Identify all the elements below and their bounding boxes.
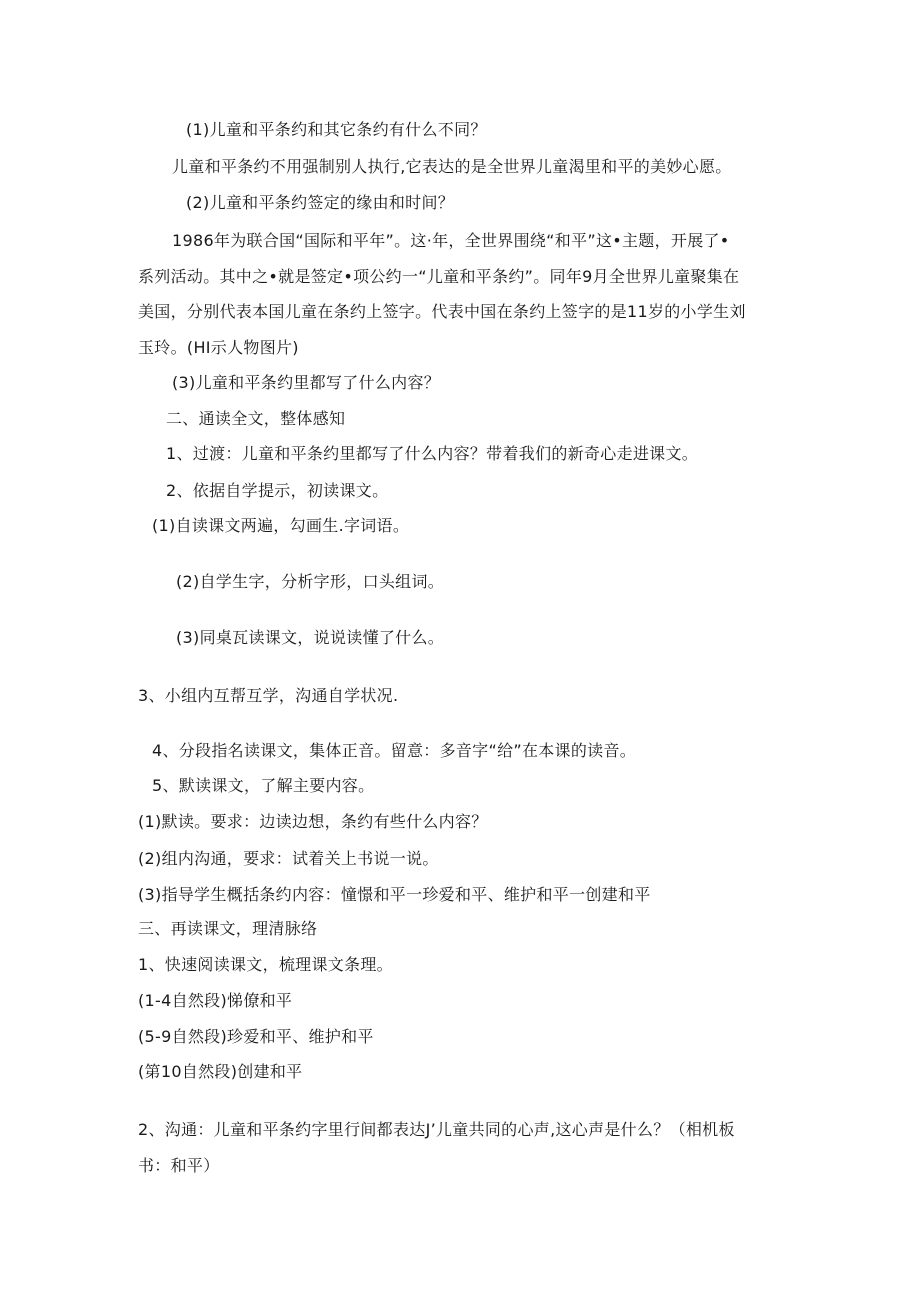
paragraph-group-3: (第10自然段)创建和平 [138, 1062, 303, 1081]
step-5-item-2: (2)组内沟通，要求：试着关上书说一说。 [138, 849, 439, 868]
answer-2-line-1: 1986年为联合国“国际和平年”。这·年，全世界围绕“和平”这•主题，开展了• [172, 231, 730, 250]
answer-2-line-4: 玉玲。(HI示人物图片) [138, 338, 299, 357]
answer-1: 儿童和平条约不用强制别人执行,它表达的是全世界儿童渴里和平的美妙心愿。 [172, 157, 732, 176]
answer-2-line-3: 美国，分别代表本国儿童在条约上签字。代表中国在条约上签字的是11岁的小学生刘 [138, 302, 746, 321]
section-heading-3: 三、再读课文，理清脉络 [138, 919, 318, 938]
step-5-item-1: (1)默读。要求：边读边想，条约有些什么内容？ [138, 812, 488, 831]
section-3-step-1: 1、快速阅读课文，梳理课文条理。 [138, 955, 393, 974]
step-2-item-2: (2)自学生字，分析字形，口头组词。 [176, 572, 445, 591]
paragraph-group-1: (1-4自然段)悌僚和平 [138, 991, 293, 1010]
section-3-step-2-line-1: 2、沟通：儿童和平条约字里行间都表达J’儿童共同的心声,这心声是什么？（相机板 [138, 1120, 735, 1139]
paragraph-group-2: (5-9自然段)珍爱和平、维护和平 [138, 1027, 374, 1046]
step-5-item-3: (3)指导学生概括条约内容：憧憬和平一珍爱和平、维护和平一创建和平 [138, 885, 651, 904]
step-5: 5、默读课文，了解主要内容。 [152, 776, 375, 795]
section-3-step-2-line-2: 书：和平） [138, 1156, 220, 1175]
question-3: (3)儿童和平条约里都写了什么内容？ [172, 373, 441, 392]
step-1: 1、过渡：儿童和平条约里都写了什么内容？带着我们的新奇心走进课文。 [166, 444, 699, 463]
step-2-item-1: (1)自读课文两遍，勾画生.字词语。 [152, 516, 410, 535]
step-3: 3、小组内互帮互学，沟通自学状况. [138, 686, 399, 705]
section-heading-2: 二、通读全文，整体感知 [166, 409, 346, 428]
step-2: 2、依据自学提示，初读课文。 [166, 481, 389, 500]
question-2: (2)儿童和平条约签定的缘由和时间？ [186, 193, 455, 212]
step-4: 4、分段指名读课文，集体正音。留意：多音字“给”在本课的读音。 [152, 741, 637, 760]
step-2-item-3: (3)同桌瓦读课文，说说读懂了什么。 [176, 628, 445, 647]
question-1: (1)儿童和平条约和其它条约有什么不同？ [186, 120, 487, 139]
answer-2-line-2: 系列活动。其中之•就是签定•项公约一“儿童和平条约”。同年9月全世界儿童聚集在 [138, 267, 740, 286]
